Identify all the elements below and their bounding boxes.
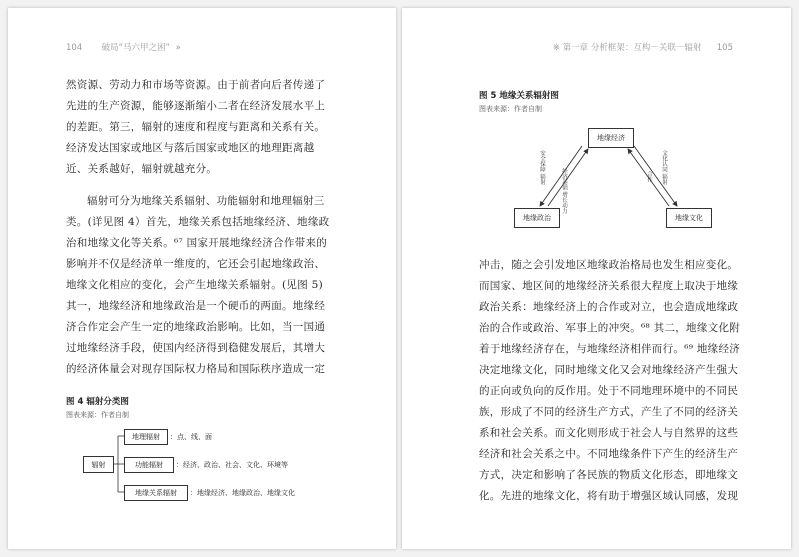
- figure4-branch-label: 地理辐射: [132, 433, 160, 441]
- figure5-label-right-inner: 合作: [646, 171, 652, 182]
- text-line: 着于地缘经济存在，与地缘经济相伴而行。⁶⁹ 地缘经济: [479, 343, 741, 355]
- text-line: 经济和社会关系之中。不同地缘条件下产生的经济生产: [479, 448, 739, 460]
- text-line: 的正向或负向的反作用。处于不同地理环境中的不同民: [479, 385, 739, 397]
- figure5-label-right-outer: 文化认同 辐射: [661, 150, 667, 185]
- text-line: 的差距。第三，辐射的速度和程度与距离和关系有关。: [66, 121, 326, 133]
- figure5-node-top-label: 地缘经济: [597, 134, 625, 142]
- figure4-branch-desc: ：点、线、面: [170, 433, 212, 441]
- text-line: 然资源、劳动力和市场等资源。由于前者向后者传递了: [66, 79, 326, 91]
- figure4-branch-desc: ：经济、政治、社会、文化、环境等: [176, 461, 288, 469]
- figure5-node-left-label: 地缘政治: [523, 214, 551, 222]
- figure4-source: 图表来源：作者自制: [66, 411, 129, 419]
- figure5-label-left-inner: 经济基础 增长动力: [561, 168, 567, 214]
- text-line: 其一，地缘经济和地缘政治是一个硬币的两面。地缘经: [66, 300, 326, 312]
- right-paragraph: [479, 255, 740, 507]
- text-line: 系和社会关系。而文化则形成于社会人与自然界的这些: [479, 427, 739, 439]
- text-line: 经济发达国家或地区与落后国家或地区的地理距离越: [66, 142, 315, 154]
- figure5-node-right: [666, 208, 712, 228]
- right-page: [402, 8, 791, 549]
- figure4-branch-label: 功能辐射: [135, 461, 163, 469]
- figure4-branch-box: [124, 457, 174, 473]
- figure4-branch-desc: ：地缘经济、地缘政治、地缘文化: [190, 489, 295, 497]
- left-running-title: 破局“马六甲之困”: [101, 43, 170, 53]
- text-line: 辐射可分为地缘关系辐射、功能辐射和地理辐射三: [87, 195, 325, 207]
- right-page-number: 105: [716, 43, 733, 53]
- figure4-branch-box: [124, 429, 168, 445]
- text-line: 治的合作或政治、军事上的冲突。⁶⁸ 其二，地缘文化附: [479, 322, 741, 334]
- text-line: 政治关系：地缘经济上的合作或对立，也会造成地缘政: [479, 301, 739, 313]
- figure5-title: 图 5 地缘关系辐射图: [479, 91, 559, 101]
- figure4-branch-box: [124, 485, 188, 501]
- figure5-node-top: [588, 128, 634, 148]
- figure5-label-left-outer: 安全保障 辐射: [539, 150, 545, 185]
- text-line: 近、关系越好，辐射就越充分。: [66, 163, 218, 175]
- figure5-source: 图表来源：作者自制: [479, 105, 542, 113]
- text-line: 的经济体量会对现存国际权力格局和国际秩序造成一定: [66, 363, 326, 375]
- text-line: 类。(详见图 4）首先，地缘关系包括地缘经济、地缘政: [66, 216, 330, 228]
- left-header: 104 破局“马六甲之困” »: [66, 43, 181, 53]
- figure4-branch-label: 地缘关系辐射: [135, 489, 177, 497]
- right-running-title: ※ 第一章 分析框架：互构－关联－辐射: [552, 43, 702, 53]
- text-line: 化。先进的地缘文化，将有助于增强区域认同感，发现: [479, 490, 739, 502]
- text-line: 方式，决定和影响了各民族的物质文化形态，即地缘文: [479, 469, 739, 481]
- text-line: 过地缘经济手段，使国内经济得到稳健发展后，其增大: [66, 342, 326, 354]
- text-line: 治和地缘文化等关系。⁶⁷ 国家开展地缘经济合作带来的: [66, 237, 328, 249]
- figure4-title: 图 4 辐射分类图: [66, 397, 129, 407]
- figure4-root-label: 辐射: [91, 460, 106, 469]
- text-line: 决定地缘文化，同时地缘文化又会对地缘经济产生强大: [479, 364, 739, 376]
- text-line: 地缘文化相应的变化，会产生地缘关系辐射。(见图 5): [66, 279, 324, 291]
- text-line: 而国家、地区间的地缘经济关系很大程度上取决于地缘: [479, 280, 739, 292]
- text-line: 先进的生产资源，能够逐渐缩小二者在经济发展水平上: [66, 100, 326, 112]
- text-line: 影响并不仅是经济单一维度的，它还会引起地缘政治、: [66, 258, 326, 270]
- figure5-node-left: [514, 208, 560, 228]
- text-line: 冲击，随之会引发地区地缘政治格局也发生相应变化。: [479, 259, 739, 271]
- figure5-node-right-label: 地缘文化: [675, 214, 703, 222]
- text-line: 济合作定会产生一定的地缘政治影响。比如，当一国通: [66, 321, 326, 333]
- left-page-number: 104: [66, 43, 83, 53]
- text-line: 族，形成了不同的经济生产方式，产生了不同的经济关: [479, 406, 739, 418]
- left-page: [8, 8, 396, 549]
- figure4-root-box: [83, 456, 114, 473]
